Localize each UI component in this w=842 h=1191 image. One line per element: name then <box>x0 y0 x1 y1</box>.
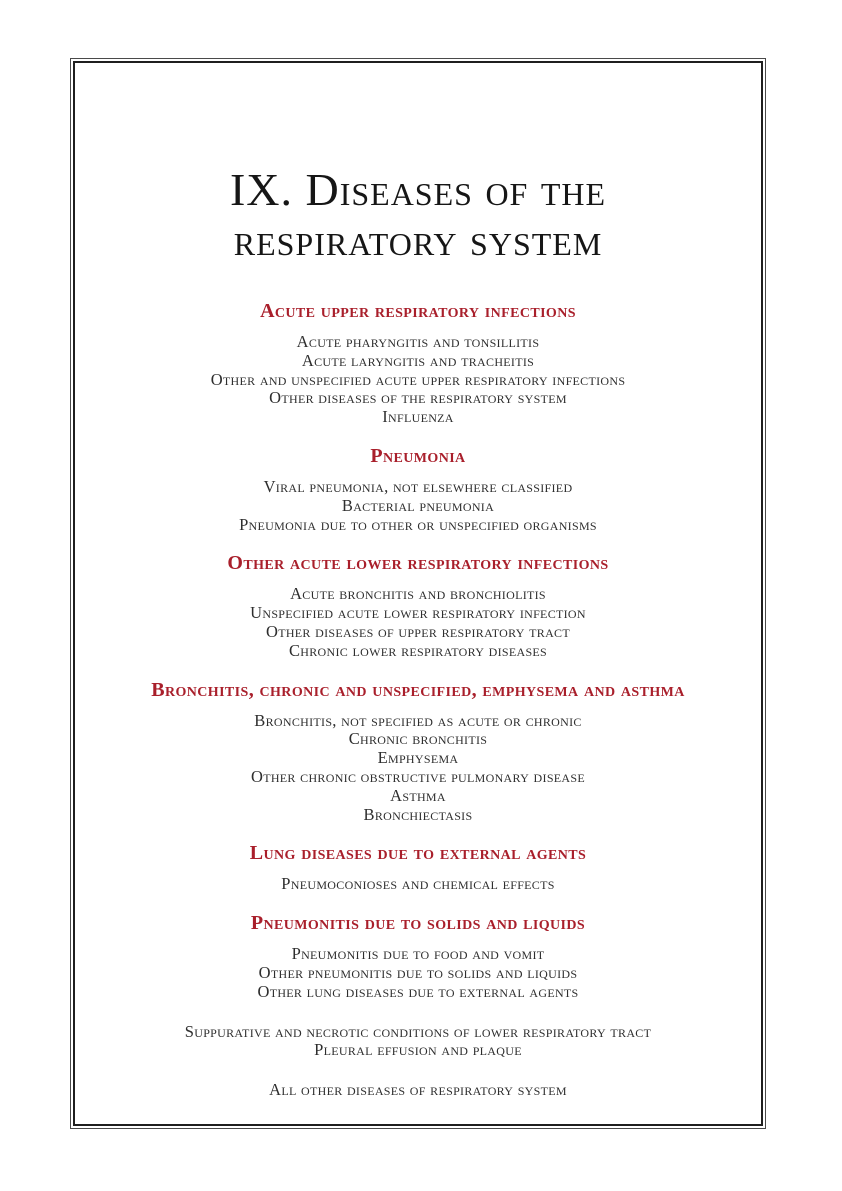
list-item: Other and unspecified acute upper respiratory infections <box>210 369 626 389</box>
list-item: Bacterial pneumonia <box>341 495 495 515</box>
list-item: Acute bronchitis and bronchiolitis <box>290 584 546 604</box>
list-item: Viral pneumonia, not elsewhere classified <box>263 476 573 496</box>
list-item: All other diseases of respiratory system <box>269 1080 567 1100</box>
list-item: Pneumonitis due to food and vomit <box>291 944 545 964</box>
list-item: Other pneumonitis due to solids and liquids <box>258 962 578 982</box>
section <box>81 1081 755 1100</box>
list-item: Bronchitis, not specified as acute or chronic <box>254 710 582 730</box>
section-heading: Bronchitis, chronic and unspecified, emphysema and asthma <box>151 678 685 701</box>
section <box>81 444 755 534</box>
section-list <box>81 299 755 1100</box>
page-frame-inner <box>73 61 763 1126</box>
section-heading: Other acute lower respiratory infections <box>227 552 609 575</box>
section-heading: Pneumonia <box>370 444 466 467</box>
section <box>81 841 755 894</box>
page-frame <box>70 58 766 1129</box>
section-heading: Acute upper respiratory infections <box>260 300 576 322</box>
list-item: Other lung diseases due to external agents <box>257 981 579 1001</box>
list-item: Acute pharyngitis and tonsillitis <box>296 332 540 351</box>
list-item: Bronchiectasis <box>363 804 473 824</box>
list-item: Influenza <box>382 407 454 427</box>
section <box>81 299 755 427</box>
section <box>81 1023 755 1061</box>
section-heading: Lung diseases due to external agents <box>249 842 587 865</box>
page-title-line-1: IX. Diseases of the <box>229 164 607 215</box>
page-title-line-2: respiratory system <box>233 214 603 265</box>
list-item: Pleural effusion and plaque <box>314 1040 522 1060</box>
list-item: Other diseases of the respiratory system <box>269 388 567 408</box>
list-item: Other chronic obstructive pulmonary disease <box>250 766 585 786</box>
list-item: Suppurative and necrotic conditions of lower respiratory tract <box>184 1021 652 1041</box>
page-content <box>81 69 755 1118</box>
list-item: Pneumoconioses and chemical effects <box>281 874 555 894</box>
list-item: Acute laryngitis and tracheitis <box>301 350 535 370</box>
section-heading: Pneumonitis due to solids and liquids <box>250 912 586 935</box>
list-item: Emphysema <box>377 748 459 768</box>
section <box>81 678 755 825</box>
list-item: Unspecified acute lower respiratory infection <box>250 603 586 623</box>
list-item: Chronic bronchitis <box>348 729 488 749</box>
list-item: Asthma <box>390 785 446 805</box>
page-title <box>81 165 755 265</box>
list-item: Chronic lower respiratory diseases <box>288 640 548 660</box>
section <box>81 911 755 1001</box>
section <box>81 551 755 660</box>
list-item: Pneumonia due to other or unspecified organisms <box>239 514 597 534</box>
list-item: Other diseases of upper respiratory tract <box>265 621 570 641</box>
